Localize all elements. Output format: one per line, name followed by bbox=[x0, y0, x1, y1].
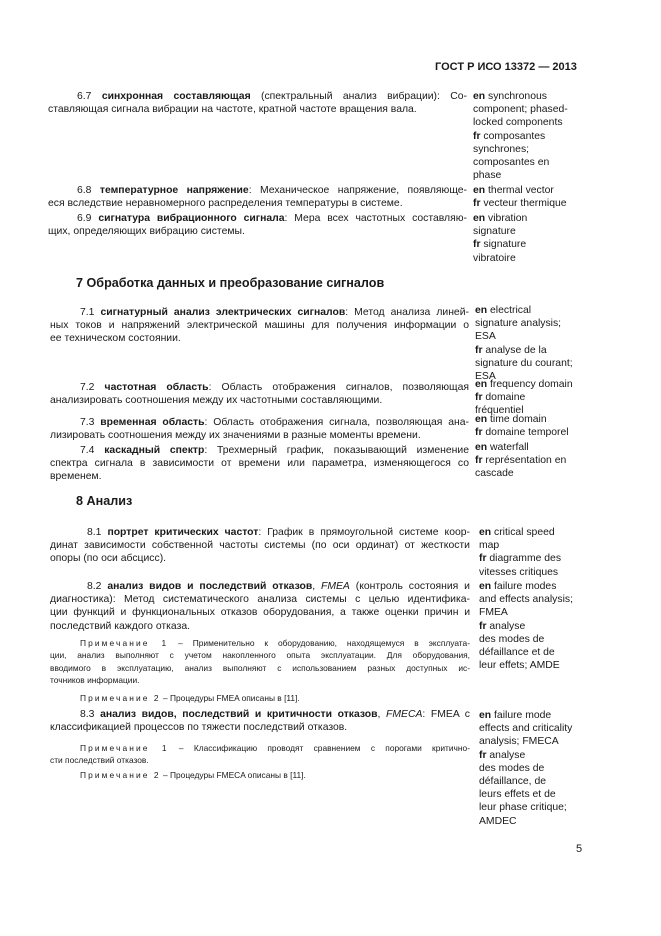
term-translations-7-4: en waterfall fr représentation en cascade bbox=[475, 442, 567, 480]
term-entry-7-2: 7.2 частотная область: Область отображения сигналов, позволяющая анализировать соотношения между их частотными составляющими. bbox=[50, 382, 469, 407]
term-entry-7-3: 7.3 временная область: Область отображения сигнала, позволяющая ана- лизировать соотношения между их значениями в разные моменты времени. bbox=[50, 417, 469, 442]
note-8-2-2: Примечание 2 – Процедуры FMEA описаны в [11]. bbox=[80, 693, 300, 703]
term-entry-6-8: 6.8 температурное напряжение: Механическое напряжение, появляюще- еся вследствие неравномерного распределения температуры в системе. bbox=[48, 185, 467, 210]
term-entry-8-1: 8.1 портрет критических частот: График в прямоугольной системе коор- динат зависимости собственной частоты системы (по оси ординат) от жесткости опоры (по оси абсцисс). bbox=[50, 527, 470, 565]
entry-number: 6.7 bbox=[77, 91, 92, 102]
note-8-2-1: Примечание 1 – Применительно к оборудованию, находящемуся в эксплуата- ции, анализ выполняют с учетом накопленного опыта эксплуатации. Для оборудования, вводимого в эксплуатацию, анализ выполняют с использованием разных доступных ис- точников информации. bbox=[50, 638, 470, 686]
section-7-heading: 7 Обработка данных и преобразование сигналов bbox=[76, 276, 385, 290]
term-translations-7-2: en frequency domain fr domaine fréquentiel bbox=[475, 379, 573, 417]
term-translations-6-8: en thermal vector fr vecteur thermique bbox=[473, 185, 567, 210]
note-8-3-2: Примечание 2 – Процедуры FMECA описаны в [11]. bbox=[80, 770, 306, 780]
term-label: синхронная составляющая bbox=[101, 91, 251, 102]
term-translations-6-9: en vibration signature fr signature vibratoire bbox=[473, 213, 528, 264]
term-entry-7-4: 7.4 каскадный спектр: Трехмерный график, показывающий изменение спектра сигнала в зависимости от времени или параметра, изменяющегося со временем. bbox=[50, 445, 470, 483]
section-8-heading: 8 Анализ bbox=[76, 494, 133, 508]
term-entry-6-9: 6.9 сигнатура вибрационного сигнала: Мера всех частотных составляю- щих, определяющих вибрацию системы. bbox=[48, 213, 468, 238]
term-translations-7-3: en time domain fr domaine temporel bbox=[475, 414, 569, 439]
note-8-3-1: Примечание 1 – Классификацию проводят сравнением с порогами критично- сти последствий отказов. bbox=[50, 743, 470, 766]
term-entry-8-2: 8.2 анализ видов и последствий отказов, FMEA (контроль состояния и диагностика): Метод систематического анализа системы с целью идентифика- ции функций и функциональных отказов оборудования, а также оценки причин и последствий каждого отказа. bbox=[50, 581, 470, 632]
term-entry-8-3: 8.3 анализ видов, последствий и критичности отказов, FMECA: FMEA с классификацией процессов по тяжести последствий отказов. bbox=[50, 709, 470, 734]
term-translations-8-2: en failure modes and effects analysis; FMEA fr analyse des modes de défaillance et de leur effets; AMDE bbox=[479, 581, 573, 672]
term-entry-7-1: 7.1 сигнатурный анализ электрических сигналов: Метод анализа линей- ных токов и напряжений электрической машины для получения информации о ее техническом состоянии. bbox=[50, 307, 469, 345]
term-translations-8-3: en failure mode effects and criticality analysis; FMECA fr analyse des modes de défaillance, de leurs effets et de leur phase critique; AMDEC bbox=[479, 710, 573, 827]
page-number: 5 bbox=[576, 843, 583, 855]
term-entry-6-7: 6.7 синхронная составляющая (спектральный анализ вибрации): Со- ставляющая сигнала вибрации на частоте, кратной частоте вращения вала. bbox=[48, 91, 467, 116]
term-translations-8-1: en critical speed map fr diagramme des vitesses critiques bbox=[479, 527, 562, 578]
term-translations-6-7: en synchronous component; phased- locked components fr composantes synchrones; composantes en phase bbox=[473, 91, 568, 182]
term-translations-7-1: en electrical signature analysis; ESA fr analyse de la signature du courant; ESA bbox=[475, 305, 573, 383]
page-header: ГОСТ Р ИСО 13372 — 2013 bbox=[435, 61, 577, 73]
